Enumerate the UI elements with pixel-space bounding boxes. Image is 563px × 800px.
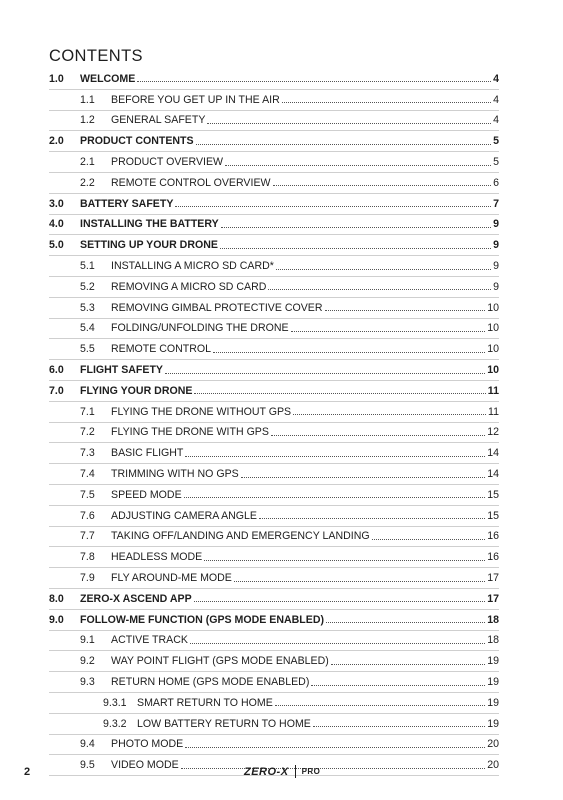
toc-entry[interactable] (49, 693, 499, 714)
toc-entry[interactable] (49, 610, 499, 631)
toc-entry-number: 2.2 (80, 176, 95, 189)
toc-entry-number: 9.3.2 (103, 717, 127, 730)
toc-entry[interactable] (49, 69, 499, 90)
dot-leader (276, 269, 491, 270)
dot-leader (291, 331, 486, 332)
dot-leader (220, 248, 491, 249)
toc-entry-title: WELCOME (80, 72, 136, 85)
dot-leader (137, 81, 491, 82)
dot-leader (221, 227, 491, 228)
toc-entry-page: 9 (493, 280, 499, 293)
toc-entry-title: SMART RETURN TO HOME (137, 696, 273, 709)
toc-entry-number: 7.7 (80, 530, 95, 543)
toc-entry-title: REMOTE CONTROL (111, 343, 212, 356)
toc-entry[interactable] (49, 402, 499, 423)
toc-entry-page: 9 (493, 239, 499, 252)
toc-entry-page: 12 (487, 426, 499, 439)
toc-entry-number: 7.2 (80, 426, 95, 439)
toc-entry[interactable] (49, 631, 499, 652)
toc-entry-number: 8.0 (49, 592, 64, 605)
toc-entry-title: FLYING YOUR DRONE (80, 384, 193, 397)
dot-leader (241, 477, 485, 478)
toc-entry[interactable] (49, 506, 499, 527)
dot-leader (271, 435, 485, 436)
dot-leader (293, 414, 486, 415)
dot-leader (313, 726, 485, 727)
toc-entry-number: 5.2 (80, 280, 95, 293)
dot-leader (225, 165, 491, 166)
dot-leader (268, 289, 491, 290)
dot-leader (326, 622, 485, 623)
toc-entry-number: 5.1 (80, 260, 95, 273)
brand-name: ZERO-X (244, 765, 289, 778)
toc-entry-title: INSTALLING A MICRO SD CARD* (111, 260, 274, 273)
toc-entry-number: 9.3.1 (103, 696, 127, 709)
toc-entry-title: LOW BATTERY RETURN TO HOME (137, 717, 311, 730)
toc-entry[interactable] (49, 651, 499, 672)
toc-entry-number: 5.0 (49, 239, 64, 252)
toc-entry-number: 5.5 (80, 343, 95, 356)
toc-entry-number: 5.4 (80, 322, 95, 335)
toc-entry-page: 19 (487, 655, 499, 668)
toc-entry-title: PRODUCT CONTENTS (80, 135, 194, 148)
toc-entry-number: 7.0 (49, 384, 64, 397)
toc-entry-number: 7.8 (80, 551, 95, 564)
toc-entry-number: 1.1 (80, 93, 95, 106)
toc-entry[interactable] (49, 256, 499, 277)
toc-entry-page: 19 (487, 676, 499, 688)
toc-entry-number: 7.9 (80, 572, 95, 585)
toc-entry-title: HEADLESS MODE (111, 551, 203, 564)
dot-leader (185, 747, 485, 748)
toc-entry-page: 16 (487, 551, 499, 564)
toc-entry-page: 19 (487, 717, 499, 730)
toc-entry-page: 10 (487, 364, 499, 377)
toc-entry[interactable] (49, 339, 499, 360)
toc-entry-title: SETTING UP YOUR DRONE (80, 239, 218, 252)
toc-entry[interactable] (49, 443, 499, 464)
toc-entry[interactable] (49, 527, 499, 548)
toc-entry-title: BASIC FLIGHT (111, 447, 184, 460)
toc-entry-title: PRODUCT OVERVIEW (111, 156, 224, 169)
dot-leader (165, 373, 485, 374)
toc-entry-page: 18 (487, 613, 499, 626)
dot-leader (213, 352, 485, 353)
toc-entry-title: ZERO-X ASCEND APP (80, 592, 192, 605)
toc-entry-page: 4 (493, 93, 499, 106)
toc-entry-title: ACTIVE TRACK (111, 634, 188, 647)
dot-leader (207, 123, 491, 124)
brand-divider (295, 765, 296, 778)
toc-entry-number: 5.3 (80, 301, 95, 314)
toc-entry[interactable] (49, 194, 499, 215)
dot-leader (372, 539, 486, 540)
toc-entry-page: 14 (487, 468, 499, 481)
toc-entry[interactable] (49, 547, 499, 568)
toc-entry-number: 6.0 (49, 364, 64, 377)
toc-entry-number: 9.5 (80, 759, 95, 772)
toc-entry-title: TRIMMING WITH NO GPS (111, 468, 239, 481)
dot-leader (325, 310, 486, 311)
toc-entry[interactable] (49, 235, 499, 256)
toc-entry-page: 4 (493, 114, 499, 127)
toc-entry-number: 7.6 (80, 509, 95, 522)
toc-entry-number: 9.3 (80, 676, 95, 688)
toc-entry-page: 7 (493, 197, 499, 210)
toc-entry-page: 10 (487, 322, 499, 335)
toc-entry-number: 7.3 (80, 447, 95, 460)
toc-entry-page: 6 (493, 176, 499, 189)
toc-entry-title: TAKING OFF/LANDING AND EMERGENCY LANDING (111, 530, 370, 543)
dot-leader (311, 685, 485, 686)
toc-entry-title: BATTERY SAFETY (80, 197, 174, 210)
toc-entry-page: 4 (493, 72, 499, 85)
toc-entry-number: 1.2 (80, 114, 95, 127)
toc-entry-number: 1.0 (49, 72, 64, 85)
toc-entry-number: 4.0 (49, 218, 64, 231)
toc-entry-number: 7.1 (80, 405, 95, 418)
toc-entry-page: 16 (487, 530, 499, 543)
toc-entry-title: SPEED MODE (111, 488, 182, 501)
toc-entry[interactable] (49, 277, 499, 298)
toc-entry[interactable] (49, 464, 499, 485)
toc-entry-title: RETURN HOME (GPS MODE ENABLED) (111, 676, 310, 688)
toc-entry-title: VIDEO MODE (111, 759, 179, 772)
toc-entry-page: 20 (487, 759, 499, 772)
dot-leader (275, 705, 485, 706)
dot-leader (204, 560, 485, 561)
toc-entry-title: GENERAL SAFETY (111, 114, 206, 127)
toc-entry-number: 3.0 (49, 197, 64, 210)
toc-entry-page: 17 (487, 592, 499, 605)
toc-entry[interactable] (49, 714, 499, 735)
table-of-contents (49, 69, 499, 776)
toc-entry-title: REMOVING GIMBAL PROTECTIVE COVER (111, 301, 323, 314)
toc-entry-title: ADJUSTING CAMERA ANGLE (111, 509, 257, 522)
toc-entry[interactable] (49, 423, 499, 444)
dot-leader (184, 497, 486, 498)
toc-entry-number: 9.4 (80, 738, 95, 751)
toc-entry-title: INSTALLING THE BATTERY (80, 218, 219, 231)
dot-leader (273, 185, 492, 186)
toc-entry-title: FOLDING/UNFOLDING THE DRONE (111, 322, 289, 335)
toc-entry-page: 18 (487, 634, 499, 647)
page-number: 2 (24, 766, 31, 778)
toc-entry-title: FLYING THE DRONE WITHOUT GPS (111, 405, 292, 418)
toc-entry[interactable] (49, 319, 499, 340)
toc-entry-page: 11 (488, 405, 499, 418)
toc-entry[interactable] (49, 111, 499, 132)
toc-entry-title: BEFORE YOU GET UP IN THE AIR (111, 93, 280, 106)
toc-entry[interactable] (49, 672, 499, 693)
toc-entry[interactable] (49, 485, 499, 506)
dot-leader (331, 664, 485, 665)
toc-entry-page: 15 (487, 509, 499, 522)
toc-entry-page: 19 (487, 696, 499, 709)
dot-leader (194, 601, 486, 602)
page-title: CONTENTS (49, 47, 143, 65)
toc-entry-page: 9 (493, 260, 499, 273)
toc-entry-title: FLIGHT SAFETY (80, 364, 163, 377)
toc-entry[interactable] (49, 381, 499, 402)
toc-entry[interactable] (49, 215, 499, 236)
dot-leader (196, 144, 492, 145)
toc-entry-number: 7.4 (80, 468, 95, 481)
toc-entry[interactable] (49, 131, 499, 152)
toc-entry-number: 7.5 (80, 488, 95, 501)
dot-leader (234, 581, 485, 582)
toc-entry-number: 9.0 (49, 613, 64, 626)
dot-leader (175, 206, 491, 207)
toc-entry[interactable] (49, 152, 499, 173)
toc-entry-page: 5 (493, 135, 499, 148)
dot-leader (190, 643, 485, 644)
dot-leader (181, 768, 486, 769)
toc-entry-number: 2.0 (49, 135, 64, 148)
brand-suffix: PRO (301, 767, 321, 776)
toc-entry-page: 10 (487, 343, 499, 356)
toc-entry-number: 9.2 (80, 655, 95, 668)
toc-entry-title: FLY AROUND-ME MODE (111, 572, 232, 585)
brand-logo (244, 765, 320, 778)
toc-entry-title: FOLLOW-ME FUNCTION (GPS MODE ENABLED) (80, 613, 325, 626)
toc-entry[interactable] (49, 298, 499, 319)
toc-entry-page: 17 (487, 572, 499, 585)
dot-leader (282, 102, 491, 103)
toc-entry-page: 15 (487, 488, 499, 501)
dot-leader (185, 456, 485, 457)
dot-leader (259, 518, 485, 519)
toc-entry[interactable] (49, 735, 499, 756)
toc-entry-page: 9 (493, 218, 499, 231)
toc-entry[interactable] (49, 568, 499, 589)
toc-entry-page: 20 (487, 738, 499, 751)
toc-entry[interactable] (49, 90, 499, 111)
toc-entry-page: 10 (487, 301, 499, 314)
toc-entry-page: 11 (487, 384, 499, 397)
toc-entry-title: WAY POINT FLIGHT (GPS MODE ENABLED) (111, 655, 329, 668)
toc-entry[interactable] (49, 173, 499, 194)
toc-entry[interactable] (49, 589, 499, 610)
toc-entry-title: REMOTE CONTROL OVERVIEW (111, 176, 271, 189)
toc-entry-title: PHOTO MODE (111, 738, 184, 751)
toc-entry-number: 9.1 (80, 634, 95, 647)
toc-entry-number: 2.1 (80, 156, 95, 169)
dot-leader (194, 393, 485, 394)
toc-entry-title: FLYING THE DRONE WITH GPS (111, 426, 269, 439)
toc-entry-page: 14 (487, 447, 499, 460)
toc-entry-page: 5 (493, 156, 499, 169)
toc-entry-title: REMOVING A MICRO SD CARD (111, 280, 267, 293)
toc-entry[interactable] (49, 360, 499, 381)
